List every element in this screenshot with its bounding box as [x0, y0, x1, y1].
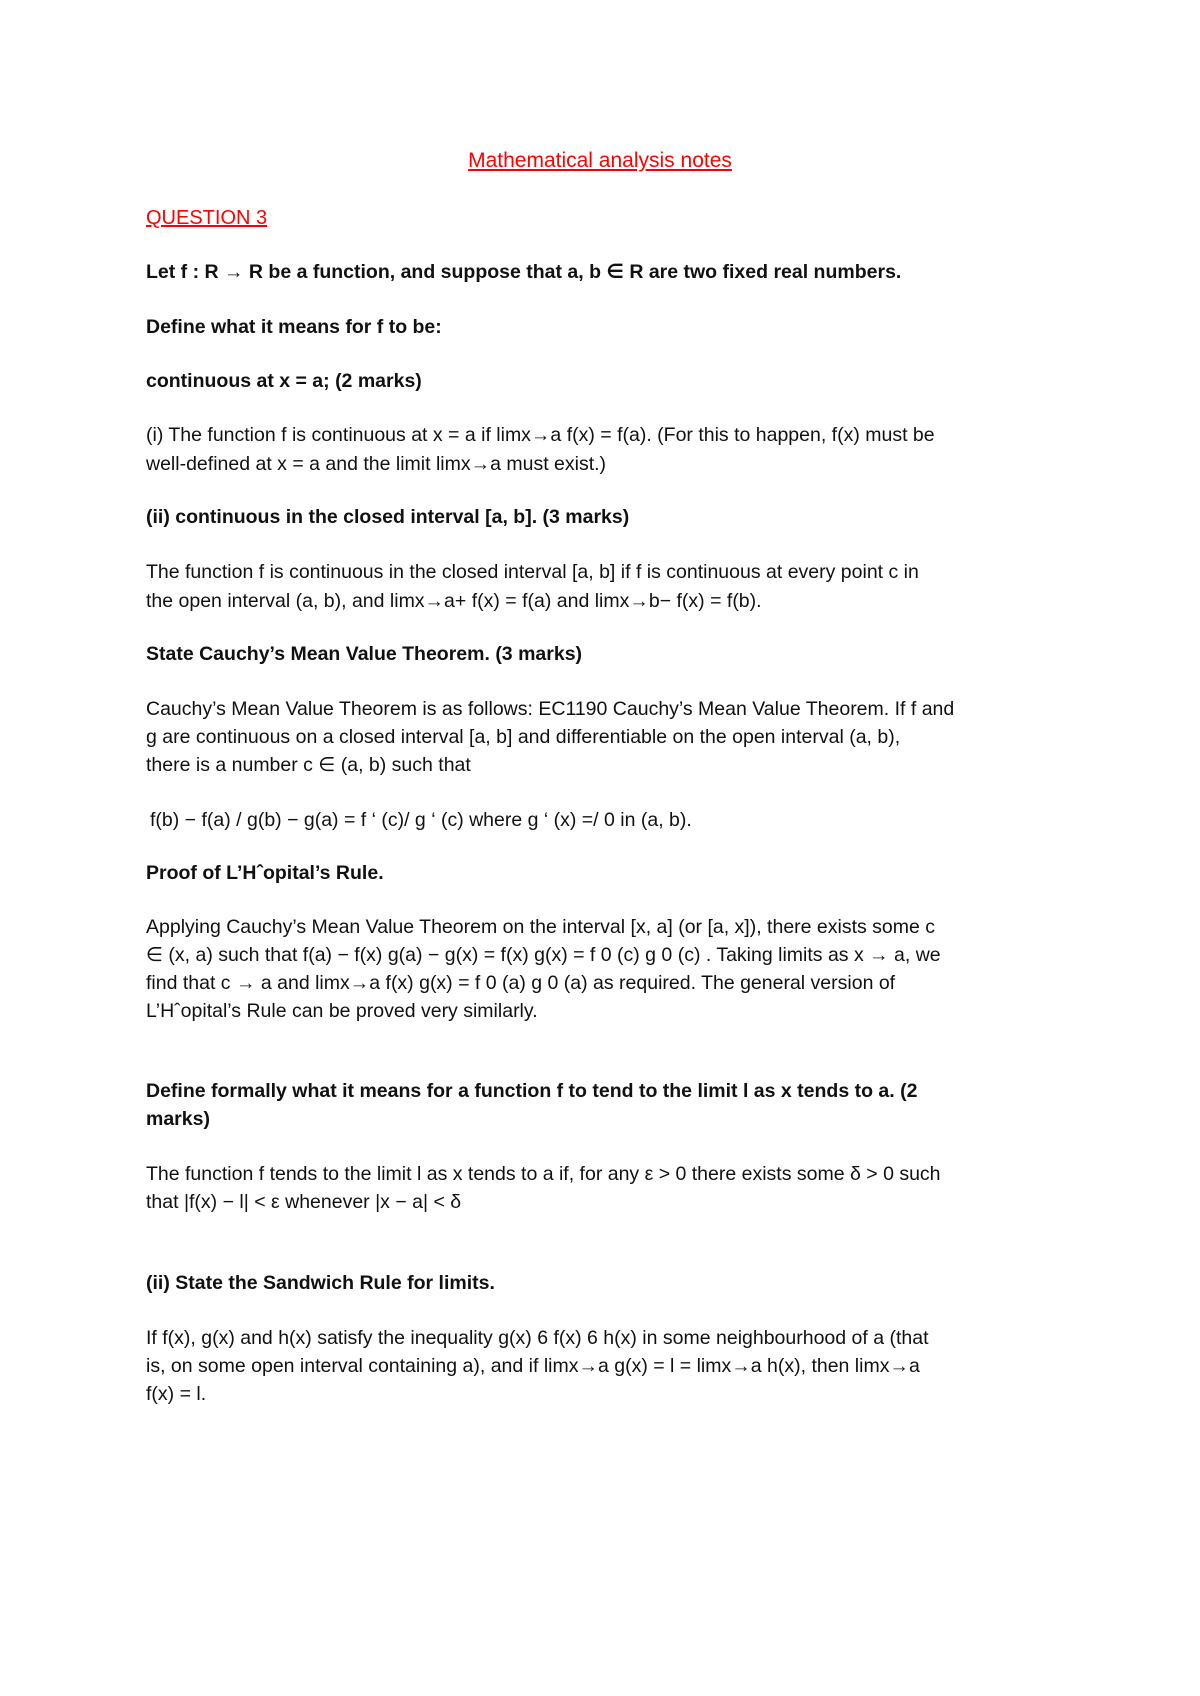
- answer-sandwich-line-2: is, on some open interval containing a), and if limx→a g(x) = l = limx→a h(x), then limx→a: [146, 1355, 920, 1377]
- question-limit-line-1: Define formally what it means for a function f to tend to the limit l as x tends to a. (2: [146, 1080, 918, 1102]
- page-title: Mathematical analysis notes: [468, 149, 732, 172]
- answer-closed-interval-line-1: The function f is continuous in the closed interval [a, b] if f is continuous at every point c in: [146, 561, 919, 583]
- question-continuous-at: continuous at x = a; (2 marks): [146, 370, 422, 392]
- question-cauchy: State Cauchy’s Mean Value Theorem. (3 marks): [146, 643, 583, 665]
- cauchy-formula: f(b) − f(a) / g(b) − g(a) = f ‘ (c)/ g ‘ (c) where g ‘ (x) =/ 0 in (a, b).: [150, 809, 692, 831]
- answer-continuous-at-line-1: (i) The function f is continuous at x = a if limx→a f(x) = f(a). (For this to happen, f(x) must be: [146, 424, 935, 446]
- answer-lhopital-line-4: L’Hˆopital’s Rule can be proved very similarly.: [146, 1000, 538, 1022]
- answer-limit-line-2: that |f(x) − l| < ε whenever |x − a| < δ: [146, 1191, 462, 1213]
- question-limit-line-2: marks): [146, 1108, 210, 1130]
- question-lhopital: Proof of L’Hˆopital’s Rule.: [146, 862, 384, 884]
- answer-sandwich-line-1: If f(x), g(x) and h(x) satisfy the inequality g(x) 6 f(x) 6 h(x) in some neighbourhood of a (that: [146, 1327, 929, 1349]
- answer-continuous-at-line-2: well-defined at x = a and the limit limx→a must exist.): [146, 453, 607, 475]
- answer-cauchy-line-3: there is a number c ∈ (a, b) such that: [146, 754, 471, 776]
- answer-sandwich-line-3: f(x) = l.: [146, 1383, 207, 1405]
- answer-lhopital-line-2: ∈ (x, a) such that f(a) − f(x) g(a) − g(x) = f(x) g(x) = f 0 (c) g 0 (c) . Taking limits as x → a, we: [146, 944, 941, 966]
- answer-lhopital-line-3: find that c → a and limx→a f(x) g(x) = f 0 (a) g 0 (a) as required. The general version of: [146, 972, 896, 994]
- answer-closed-interval-line-2: the open interval (a, b), and limx→a+ f(x) = f(a) and limx→b− f(x) = f(b).: [146, 590, 762, 612]
- question-closed-interval: (ii) continuous in the closed interval [a, b]. (3 marks): [146, 506, 630, 528]
- answer-lhopital-line-1: Applying Cauchy’s Mean Value Theorem on the interval [x, a] (or [a, x]), there exists some c: [146, 916, 936, 938]
- answer-cauchy-line-2: g are continuous on a closed interval [a, b] and differentiable on the open interval (a, b),: [146, 726, 901, 748]
- answer-limit-line-1: The function f tends to the limit l as x tends to a if, for any ε > 0 there exists some δ > 0 such: [146, 1163, 941, 1185]
- define-prompt: Define what it means for f to be:: [146, 316, 442, 338]
- question-label: QUESTION 3: [146, 207, 268, 229]
- intro-statement: Let f : R → R be a function, and suppose that a, b ∈ R are two fixed real numbers.: [146, 261, 902, 283]
- question-sandwich: (ii) State the Sandwich Rule for limits.: [146, 1272, 495, 1294]
- answer-cauchy-line-1: Cauchy’s Mean Value Theorem is as follows: EC1190 Cauchy’s Mean Value Theorem. If f and: [146, 698, 955, 720]
